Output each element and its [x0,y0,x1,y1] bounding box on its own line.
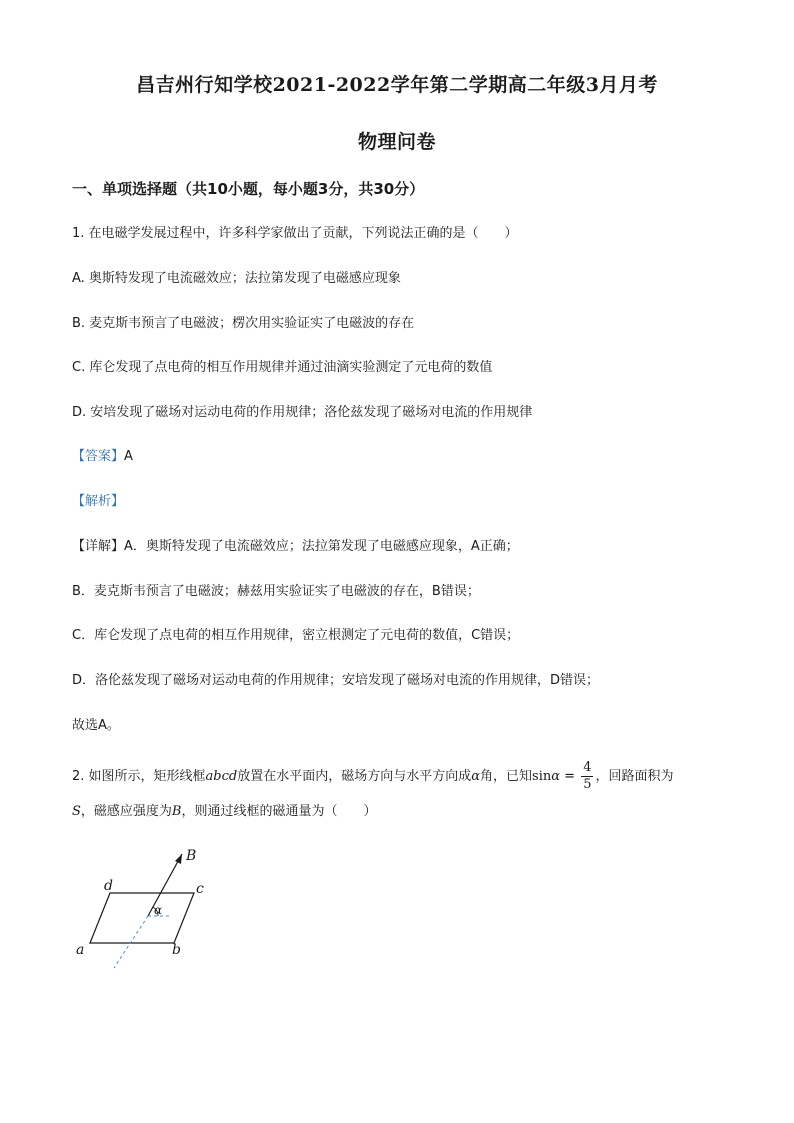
q2-text-1: 2. 如图所示，矩形线框 [72,769,206,784]
q1-detail-d: D．洛伦兹发现了磁场对运动电荷的作用规律；安培发现了磁场对电流的作用规律，D错误； [72,673,600,688]
rectangular-frame [90,893,194,943]
q2-text-4: ，回路面积为 [595,769,674,784]
exam-title: 昌吉州行知学校2021-2022学年第二学期高二年级3月月考 [136,74,658,96]
q1-option-d: D. 安培发现了磁场对运动电荷的作用规律；洛伦兹发现了磁场对电流的作用规律 [72,405,533,420]
q2-text-2: 放置在水平面内，磁场方向与水平方向成 [237,769,472,784]
answer-value: A [124,449,133,464]
q2-alpha-var: α [471,769,481,784]
q1-detail-b: B．麦克斯韦预言了电磁波；赫兹用实验证实了电磁波的存在，B错误； [72,584,480,599]
fraction-numerator: 4 [583,760,592,775]
q2-s-var: S [72,804,81,819]
q1-stem: 1. 在电磁学发展过程中，许多科学家做出了贡献，下列说法正确的是（ ） [72,226,518,241]
q1-option-b: B. 麦克斯韦预言了电磁波；楞次用实验证实了电磁波的存在 [72,316,415,331]
section-heading: 一、单项选择题（共10小题，每小题3分，共30分） [72,180,425,198]
q2-fraction [581,760,593,793]
q2-alpha-var-2: α [551,769,561,784]
q1-analysis-tag [72,490,124,509]
q1-option-c: C. 库仑发现了点电荷的相互作用规律并通过油滴实验测定了元电荷的数值 [72,360,493,375]
label-b: b [172,942,181,958]
q2-frame-var: abcd [205,769,238,784]
magnetic-flux-figure [68,838,218,978]
q1-option-a: A. 奥斯特发现了电流磁效应；法拉第发现了电磁感应现象 [72,271,401,286]
q2-stem-line1 [72,760,674,793]
q2-equals: = [560,769,580,784]
q2-sin: sin [532,769,552,784]
q2-b-var: B [171,804,182,819]
detail-tag: 【详解】 [72,539,125,554]
label-B: B [186,848,197,864]
label-d: d [104,878,113,894]
q1-conclusion: 故选A。 [72,718,120,733]
label-c: c [196,881,204,897]
q1-detail-c: C．库仑发现了点电荷的相互作用规律，密立根测定了元电荷的数值，C错误； [72,628,520,643]
analysis-tag: 【解析】 [72,494,125,509]
q2-text-3: 角，已知 [480,769,533,784]
arrow-head [175,854,182,864]
label-a: a [76,942,85,958]
q1-detail-a [72,535,519,554]
field-line-below [114,916,148,968]
q2-text-6: ，则通过线框的磁通量为（ ） [181,804,377,819]
fraction-denominator: 5 [583,777,592,792]
q2-stem-line2 [72,800,377,819]
label-alpha: α [154,903,163,917]
exam-subtitle: 物理问卷 [357,131,436,153]
detail-a-text: A．奥斯特发现了电流磁效应；法拉第发现了电磁感应现象，A正确； [124,539,519,554]
answer-tag: 【答案】 [72,449,125,464]
q1-answer [72,445,133,464]
q2-text-5: ，磁感应强度为 [80,804,172,819]
